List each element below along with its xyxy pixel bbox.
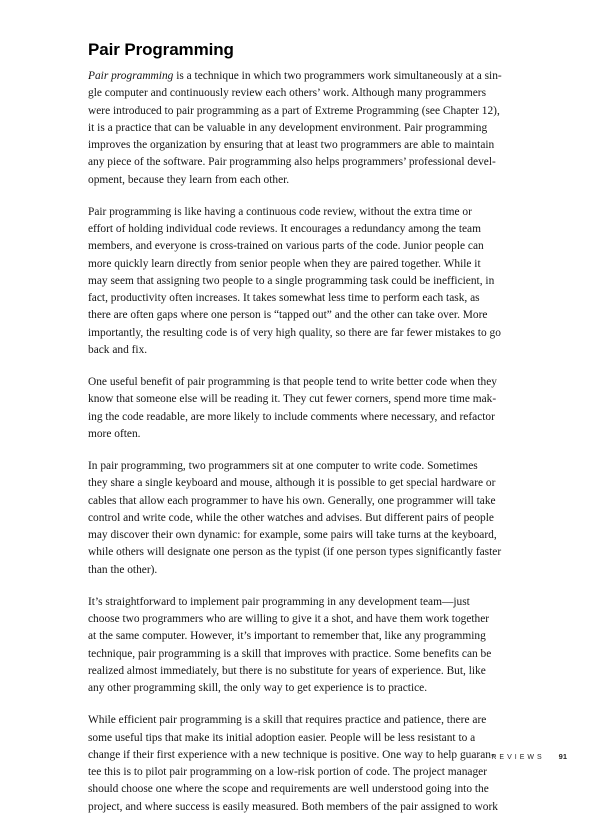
text-line: ing the code readable, are more likely to include comments where necessary, and refactor: [88, 410, 495, 423]
text-line: realized almost immediately, but there is no substitute for years of experience. But, like: [88, 664, 486, 677]
text-line: change if their first experience with a new technique is positive. One way to help guaran-: [88, 748, 495, 761]
text-line: fact, productivity often increases. It takes somewhat less time to perform each task, as: [88, 292, 480, 304]
text-line: project, and where success is easily measured. Both members of the pair assigned to work: [88, 800, 498, 813]
text-line: may seem that assigning two people to a single programming task could be inefficient, in: [88, 274, 495, 287]
text-line: than the other).: [88, 563, 158, 576]
paragraph: [88, 712, 524, 816]
body-text: [88, 68, 524, 831]
paragraph: [88, 594, 524, 698]
page-footer: [491, 752, 567, 761]
text-line: any other programming skill, the only way to get experience is to practice.: [88, 682, 428, 694]
text-line: it is a practice that can be valuable in any development environment. Pair programming: [88, 121, 488, 134]
text-line: [88, 68, 524, 85]
text-line: One useful benefit of pair programming is that people tend to write better code when they: [88, 376, 497, 388]
text-line: It’s straightforward to implement pair programming in any development team—just: [88, 595, 470, 608]
text-line: any piece of the software. Pair programming also helps programmers’ professional devel-: [88, 156, 496, 169]
text-line: technique, pair programming is a skill that improves with practice. Some benefits can be: [88, 647, 492, 660]
text-line: there are often gaps where one person is “tapped out” and the other can take over. More: [88, 309, 488, 322]
text-line: may discover their own dynamic: for example, some pairs will take turns at the keyboard,: [88, 529, 497, 541]
term-emphasis: Pair programming: [88, 70, 174, 82]
text-line: improves the organization by ensuring that at least two programmers are able to maintain: [88, 139, 495, 151]
text-line: while others will designate one person as the typist (if one person types significantly faster: [88, 546, 502, 559]
text-line: back and fix.: [88, 343, 148, 356]
paragraph: [88, 68, 524, 189]
section-heading: Pair Programming: [88, 40, 234, 59]
text-line: cables that allow each programmer to have his own. Generally, one programmer will take: [88, 494, 496, 507]
text-line: more often.: [88, 427, 141, 440]
text-line: more quickly learn directly from senior people when they are paired together. While it: [88, 257, 481, 270]
text-line: some useful tips that make its initial adoption easier. People will be less resistant to a: [88, 731, 476, 744]
text-line: choose two programmers who are willing to give it a shot, and have them work together: [88, 613, 490, 625]
text-line: members, and everyone is cross-trained on various parts of the code. Junior people can: [88, 240, 484, 253]
paragraph: [88, 458, 524, 579]
page-number: 91: [558, 752, 567, 761]
text-line: they share a single keyboard and mouse, although it is possible to get special hardware or: [88, 477, 496, 490]
text-line: at the same computer. However, it’s important to remember that, like any programming: [88, 630, 486, 643]
paragraph: [88, 374, 524, 443]
text-line: importantly, the resulting code is of very high quality, so there are far fewer mistakes to go: [88, 326, 501, 339]
text-line: In pair programming, two programmers sit at one computer to write code. Sometimes: [88, 460, 478, 472]
text-line-rest: is a technique in which two programmers work simultaneously at a sin-: [173, 70, 502, 82]
text-line: control and write code, while the other watches and advises. But different pairs of people: [88, 511, 494, 524]
text-line: know that someone else will be reading it. They cut fewer corners, spend more time mak-: [88, 393, 497, 406]
running-footer-section: REVIEWS: [491, 754, 545, 761]
text-line: should choose one where the scope and requirements are well understood going into the: [88, 783, 489, 796]
text-line: opment, because they learn from each other.: [88, 173, 290, 186]
text-line: While efficient pair programming is a skill that requires practice and patience, there are: [88, 714, 487, 727]
text-line: tee this is to pilot pair programming on a low-risk portion of code. The project manager: [88, 766, 487, 778]
text-line: were introduced to pair programming as a part of Extreme Programming (see Chapter 12),: [88, 104, 500, 117]
text-line: gle computer and continuously review each others’ work. Although many programmers: [88, 87, 487, 100]
text-line: Pair programming is like having a continuous code review, without the extra time or: [88, 205, 472, 218]
paragraph: [88, 204, 524, 359]
text-line: effort of holding individual code reviews. It encourages a redundancy among the team: [88, 223, 481, 235]
